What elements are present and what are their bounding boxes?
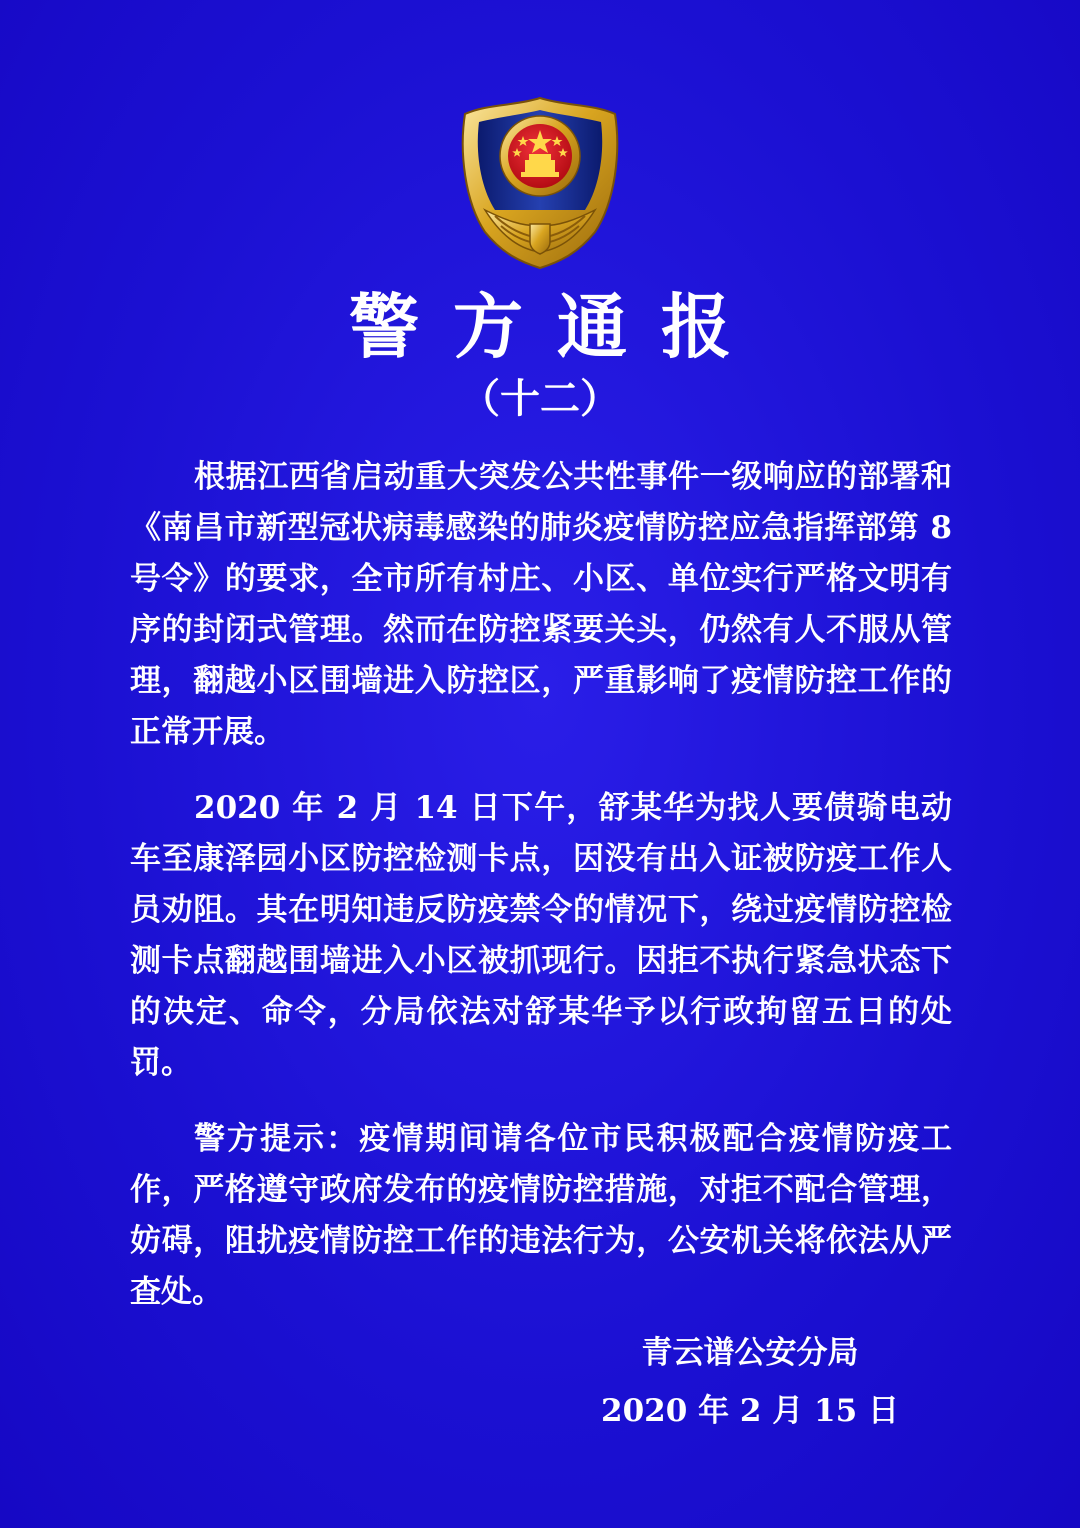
police-badge-emblem-icon — [455, 92, 625, 272]
notice-number: （十二） — [460, 376, 620, 422]
issuer-name: 青云谱公安分局 — [641, 1335, 859, 1371]
issue-date: 2020 年 2 月 15 日 — [601, 1393, 899, 1429]
paragraph-background: 根据江西省启动重大突发公共性事件一级响应的部署和《南昌市新型冠状病毒感染的肺炎疫情防控应急指挥部第 8 号令》的要求，全市所有村庄、小区、单位实行严格文明有序的封闭式管理。然而在防控紧要关头，仍然有人不服从管理，翻越小区围墙进入防控区，严重影响了疫情防控工作的正常开展。 — [130, 459, 952, 750]
notice-body — [130, 452, 952, 1318]
notice-title: 警方通报 — [349, 286, 765, 368]
paragraph-incident: 2020 年 2 月 14 日下午，舒某华为找人要债骑电动车至康泽园小区防控检测卡点，因没有出入证被防疫工作人员劝阻。其在明知违反防疫禁令的情况下，绕过疫情防控检测卡点翻越围墙进入小区被抓现行。因拒不执行紧急状态下的决定、命令，分局依法对舒某华予以行政拘留五日的处罚。 — [130, 790, 952, 1081]
paragraph-warning: 警方提示：疫情期间请各位市民积极配合疫情防疫工作，严格遵守政府发布的疫情防控措施，对拒不配合管理，妨碍，阻扰疫情防控工作的违法行为，公安机关将依法从严查处。 — [130, 1121, 952, 1310]
signature-block — [560, 1326, 940, 1438]
